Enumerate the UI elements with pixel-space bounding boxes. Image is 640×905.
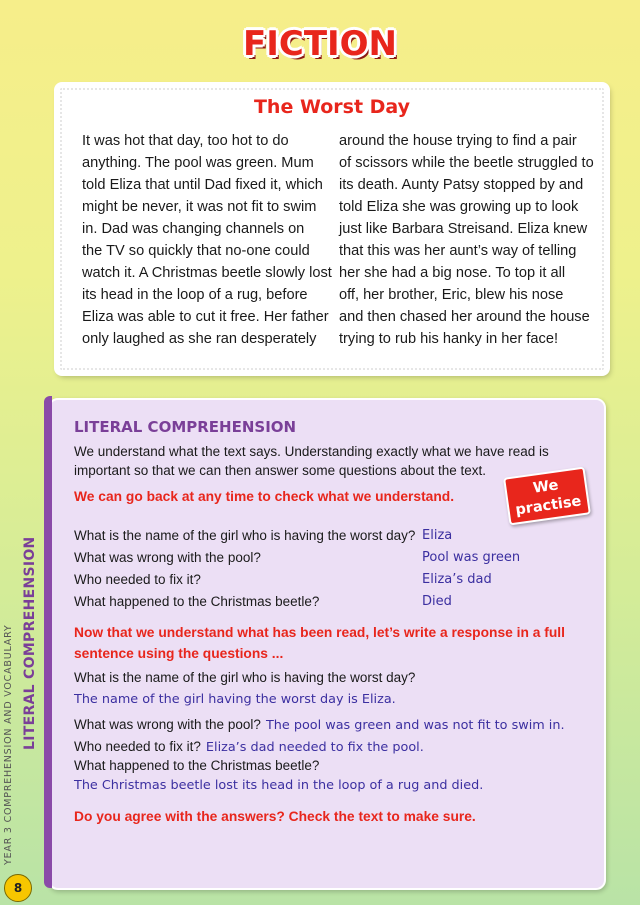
question: What was wrong with the pool? xyxy=(74,550,261,565)
full-sentence-prompt: sentence using the questions ... xyxy=(74,646,284,661)
short-answer: Pool was green xyxy=(422,550,521,565)
full-answer: The Christmas beetle lost its head in the loop of a rug and died. xyxy=(74,778,484,793)
question: What happened to the Christmas beetle? xyxy=(74,758,320,773)
story-line: her she had a big nose. To top it all xyxy=(339,265,566,281)
section-side-label: LITERAL COMPREHENSION xyxy=(22,536,38,750)
story-column-right xyxy=(339,130,594,350)
tip-text: We can go back at any time to check what we understand. xyxy=(74,489,455,504)
story-line: told Eliza that until Dad fixed it, which xyxy=(82,177,323,193)
story-line: that this was her aunt’s way of telling xyxy=(339,243,577,259)
badge-line: practise xyxy=(514,493,583,519)
story-line: its death. Aunty Patsy stopped by and xyxy=(339,177,584,193)
question-answer-row xyxy=(74,736,424,755)
story-line: around the house trying to find a pair xyxy=(339,133,577,149)
question: What is the name of the girl who is having the worst day? xyxy=(74,670,416,685)
story-line: It was hot that day, too hot to do xyxy=(82,133,289,149)
page-number-badge: 8 xyxy=(4,874,32,902)
story-line: and then chased her around the house xyxy=(339,309,590,325)
literal-comprehension-panel xyxy=(48,398,606,890)
story-panel xyxy=(56,84,608,374)
intro-line: important so that we can then answer some questions about the text. xyxy=(74,463,486,478)
story-line: the TV so quickly that no-one could xyxy=(82,243,310,259)
full-sentence-prompt: Now that we understand what has been read, let’s write a response in a full xyxy=(74,625,565,640)
closing-prompt: Do you agree with the answers? Check the text to make sure. xyxy=(74,809,476,824)
question: Who needed to fix it? xyxy=(74,739,201,754)
section-heading: LITERAL COMPREHENSION xyxy=(74,418,297,436)
short-answer: Died xyxy=(422,594,452,609)
question: What was wrong with the pool? xyxy=(74,717,261,732)
story-line: anything. The pool was green. Mum xyxy=(82,155,314,171)
full-answer: The name of the girl having the worst day is Eliza. xyxy=(74,692,396,707)
story-title: The Worst Day xyxy=(253,96,411,118)
short-answer: Eliza xyxy=(422,528,453,543)
question-answer-row xyxy=(74,714,565,733)
question: What is the name of the girl who is having the worst day? xyxy=(74,528,416,543)
story-line: watch it. A Christmas beetle slowly lost xyxy=(82,265,332,281)
question: Who needed to fix it? xyxy=(74,572,201,587)
story-column-left xyxy=(82,130,332,350)
story-line: only laughed as she ran desperately xyxy=(82,331,317,347)
story-line: trying to rub his hanky in her face! xyxy=(339,331,559,347)
story-line: its head in the loop of a rug, before xyxy=(82,287,308,303)
story-line: told Eliza she was growing up to look xyxy=(339,199,579,215)
badge-line: We xyxy=(532,477,560,497)
series-side-label: YEAR 3 COMPREHENSION AND VOCABULARY xyxy=(3,624,14,865)
short-answer: Eliza’s dad xyxy=(422,572,492,587)
page-title: FICTION xyxy=(242,24,398,64)
intro-line: We understand what the text says. Understanding exactly what we have read is xyxy=(74,444,549,459)
question: What happened to the Christmas beetle? xyxy=(74,594,320,609)
story-line: might be never, it was not fit to swim xyxy=(82,199,317,215)
story-line: in. Dad was changing channels on xyxy=(82,221,305,237)
full-answer: The pool was green and was not fit to swim in. xyxy=(265,718,565,733)
story-line: just like Barbara Streisand. Eliza knew xyxy=(339,221,588,237)
story-line: off, her brother, Eric, blew his nose xyxy=(339,287,564,303)
story-line: of scissors while the beetle struggled to xyxy=(339,155,594,171)
full-answer: Eliza’s dad needed to fix the pool. xyxy=(205,740,424,755)
story-line: Eliza was able to cut it free. Her father xyxy=(82,309,329,325)
